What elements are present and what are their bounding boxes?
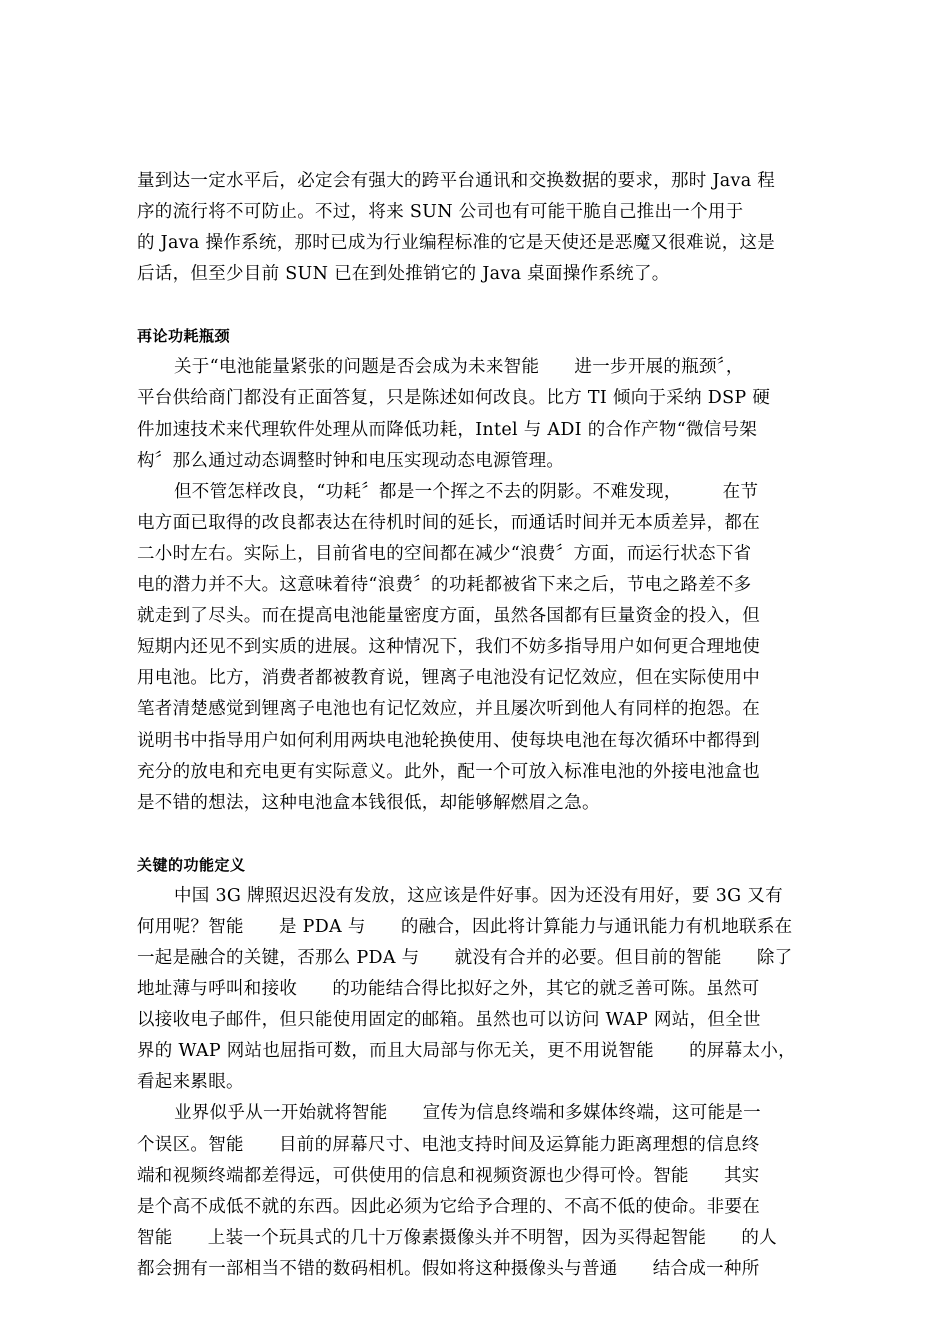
text-line: 中国 3G 牌照迟迟没有发放，这应该是件好事。因为还没有用好，要 3G 又有 <box>174 885 783 906</box>
text-line: 说明书中指导用户如何利用两块电池轮换使用、使每块电池在每次循环中都得到 <box>137 730 760 751</box>
text-line: 但不管怎样改良，“功耗〞都是一个挥之不去的阴影。不难发现， 在节 <box>174 481 759 502</box>
text-line: 短期内还见不到实质的进展。这种情况下，我们不妨多指导用户如何更合理地使 <box>137 637 760 658</box>
text-line: 是不错的想法，这种电池盒本钱很低，却能够解燃眉之急。 <box>137 792 600 813</box>
section-gap <box>137 819 827 850</box>
text-line: 智能 上装一个玩具式的几十万像素摄像头并不明智，因为买得起智能 的人 <box>137 1227 777 1248</box>
text-line: 充分的放电和充电更有实际意义。此外，配一个可放入标准电池的外接电池盒也 <box>137 761 760 782</box>
text-line: 构〞那么通过动态调整时钟和电压实现动态电源管理。 <box>137 450 565 471</box>
paragraph-intro <box>137 166 827 290</box>
text-line: 就走到了尽头。而在提高电池能量密度方面，虽然各国都有巨量资金的投入，但 <box>137 606 760 627</box>
text-line: 件加速技术来代理软件处理从而降低功耗，Intel 与 ADI 的合作产物“微信号架 <box>137 419 758 440</box>
text-line: 端和视频终端都差得远，可供使用的信息和视频资源也少得可怜。智能 其实 <box>137 1165 760 1186</box>
paragraph <box>137 1098 827 1285</box>
text-line: 平台供给商门都没有正面答复，只是陈述如何改良。比方 TI 倾向于采纳 DSP 硬 <box>137 388 771 409</box>
text-line: 关于“电池能量紧张的问题是否会成为未来智能 进一步开展的瓶颈〞， <box>174 357 744 378</box>
section-gap <box>137 290 827 321</box>
text-line: 的 Java 操作系统，那时已成为行业编程标准的它是天使还是恶魔又很难说，这是 <box>137 233 776 254</box>
text-line: 量到达一定水平后，必定会有强大的跨平台通讯和交换数据的要求，那时 Java 程 <box>137 171 776 191</box>
text-line: 是个高不成低不就的东西。因此必须为它给予合理的、不高不低的使命。非要在 <box>137 1196 760 1217</box>
document-page <box>137 166 827 1285</box>
text-line: 序的流行将不可防止。不过，将来 SUN 公司也有可能干脆自己推出一个用于 <box>137 202 744 223</box>
text-line: 一起是融合的关键，否那么 PDA 与 就没有合并的必要。但目前的智能 除了 <box>137 947 793 968</box>
section-heading: 关键的功能定义 <box>137 855 246 874</box>
text-line: 用电池。比方，消费者都被教育说，锂离子电池没有记忆效应，但在实际使用中 <box>137 668 760 689</box>
text-line: 后话，但至少目前 SUN 已在到处推销它的 Java 桌面操作系统了。 <box>137 264 670 285</box>
text-line: 界的 WAP 网站也屈指可数，而且大局部与你无关，更不用说智能 的屏幕太小， <box>137 1041 796 1062</box>
paragraph <box>137 881 827 1099</box>
text-line: 地址薄与呼叫和接收 的功能结合得比拟好之外，其它的就乏善可陈。虽然可 <box>137 979 760 1000</box>
paragraph <box>137 352 827 476</box>
text-line: 以接收电子邮件，但只能使用固定的邮箱。虽然也可以访问 WAP 网站，但全世 <box>137 1010 761 1031</box>
paragraph <box>137 477 827 819</box>
text-line: 看起来累眼。 <box>137 1072 244 1093</box>
text-line: 何用呢？智能 是 PDA 与 的融合，因此将计算能力与通讯能力有机地联系在 <box>137 916 793 937</box>
text-line: 电的潜力并不大。这意味着待“浪费〞的功耗都被省下来之后，节电之路差不多 <box>137 575 752 596</box>
text-line: 电方面已取得的改良都表达在待机时间的延长，而通话时间并无本质差异，都在 <box>137 512 760 533</box>
text-line: 都会拥有一部相当不错的数码相机。假如将这种摄像头与普通 结合成一种所 <box>137 1258 760 1279</box>
text-line: 个误区。智能 目前的屏幕尺寸、电池支持时间及运算能力距离理想的信息终 <box>137 1134 760 1155</box>
text-line: 笔者清楚感觉到锂离子电池也有记忆效应，并且屡次听到他人有同样的抱怨。在 <box>137 699 760 720</box>
text-line: 业界似乎从一开始就将智能 宣传为信息终端和多媒体终端，这可能是一 <box>174 1103 761 1124</box>
text-line: 二小时左右。实际上，目前省电的空间都在减少“浪费〞方面，而运行状态下省 <box>137 543 752 564</box>
section-heading: 再论功耗瓶颈 <box>137 327 231 346</box>
